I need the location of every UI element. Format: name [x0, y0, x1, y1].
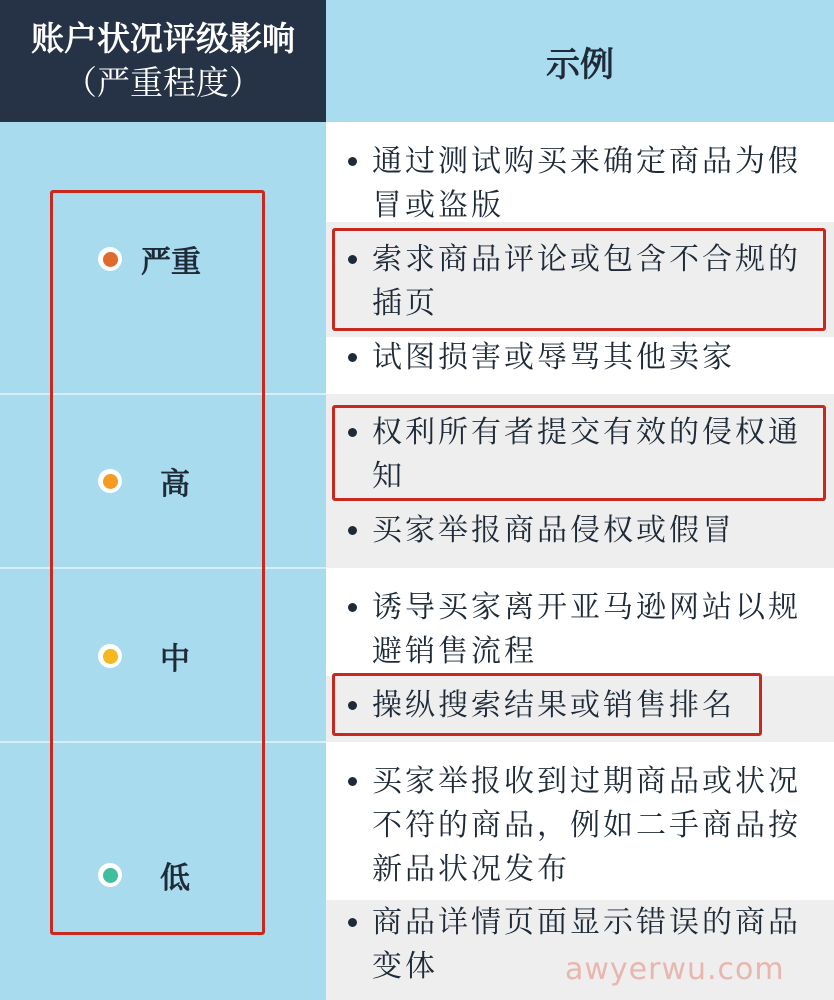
- example-text: 买家举报收到过期商品或状况不符的商品，例如二手商品按新品状况发布: [372, 764, 801, 887]
- header-impact-subtitle: （严重程度）: [64, 63, 262, 102]
- bullet-icon: [348, 157, 357, 166]
- example-text: 权利所有者提交有效的侵权通知: [372, 415, 801, 494]
- example-highlight-box: [332, 405, 826, 501]
- example-item: [348, 336, 823, 380]
- example-item: [348, 760, 823, 892]
- bullet-icon: [348, 353, 357, 362]
- example-highlight-box: [332, 228, 826, 331]
- bullet-icon: [348, 526, 357, 535]
- example-text: 索求商品评论或包含不合规的插页: [372, 242, 801, 321]
- level-label: 高: [160, 467, 190, 502]
- bullet-icon: [348, 777, 357, 786]
- level-label: 中: [160, 642, 190, 677]
- example-item: [348, 140, 823, 228]
- example-text: 操纵搜索结果或销售排名: [372, 688, 735, 723]
- bullet-icon: [348, 603, 357, 612]
- level-label: 低: [160, 861, 190, 896]
- severity-highlight-box: [50, 190, 265, 935]
- header-impact-title: 账户状况评级影响: [31, 19, 295, 58]
- header-examples-title: 示例: [326, 0, 834, 122]
- header-impact-column: [0, 0, 326, 122]
- example-text: 商品详情页面显示错误的商品变体: [372, 905, 801, 984]
- example-text: 试图损害或辱骂其他卖家: [372, 340, 735, 375]
- level-label: 严重: [141, 245, 201, 280]
- watermark: awyerwu.com: [565, 952, 785, 987]
- example-item: [348, 586, 823, 674]
- example-text: 通过测试购买来确定商品为假冒或盗版: [372, 144, 801, 223]
- example-highlight-box: [332, 673, 762, 736]
- example-text: 诱导买家离开亚马逊网站以规避销售流程: [372, 590, 801, 669]
- example-text: 买家举报商品侵权或假冒: [372, 513, 735, 548]
- example-item: [348, 509, 823, 553]
- bullet-icon: [348, 918, 357, 927]
